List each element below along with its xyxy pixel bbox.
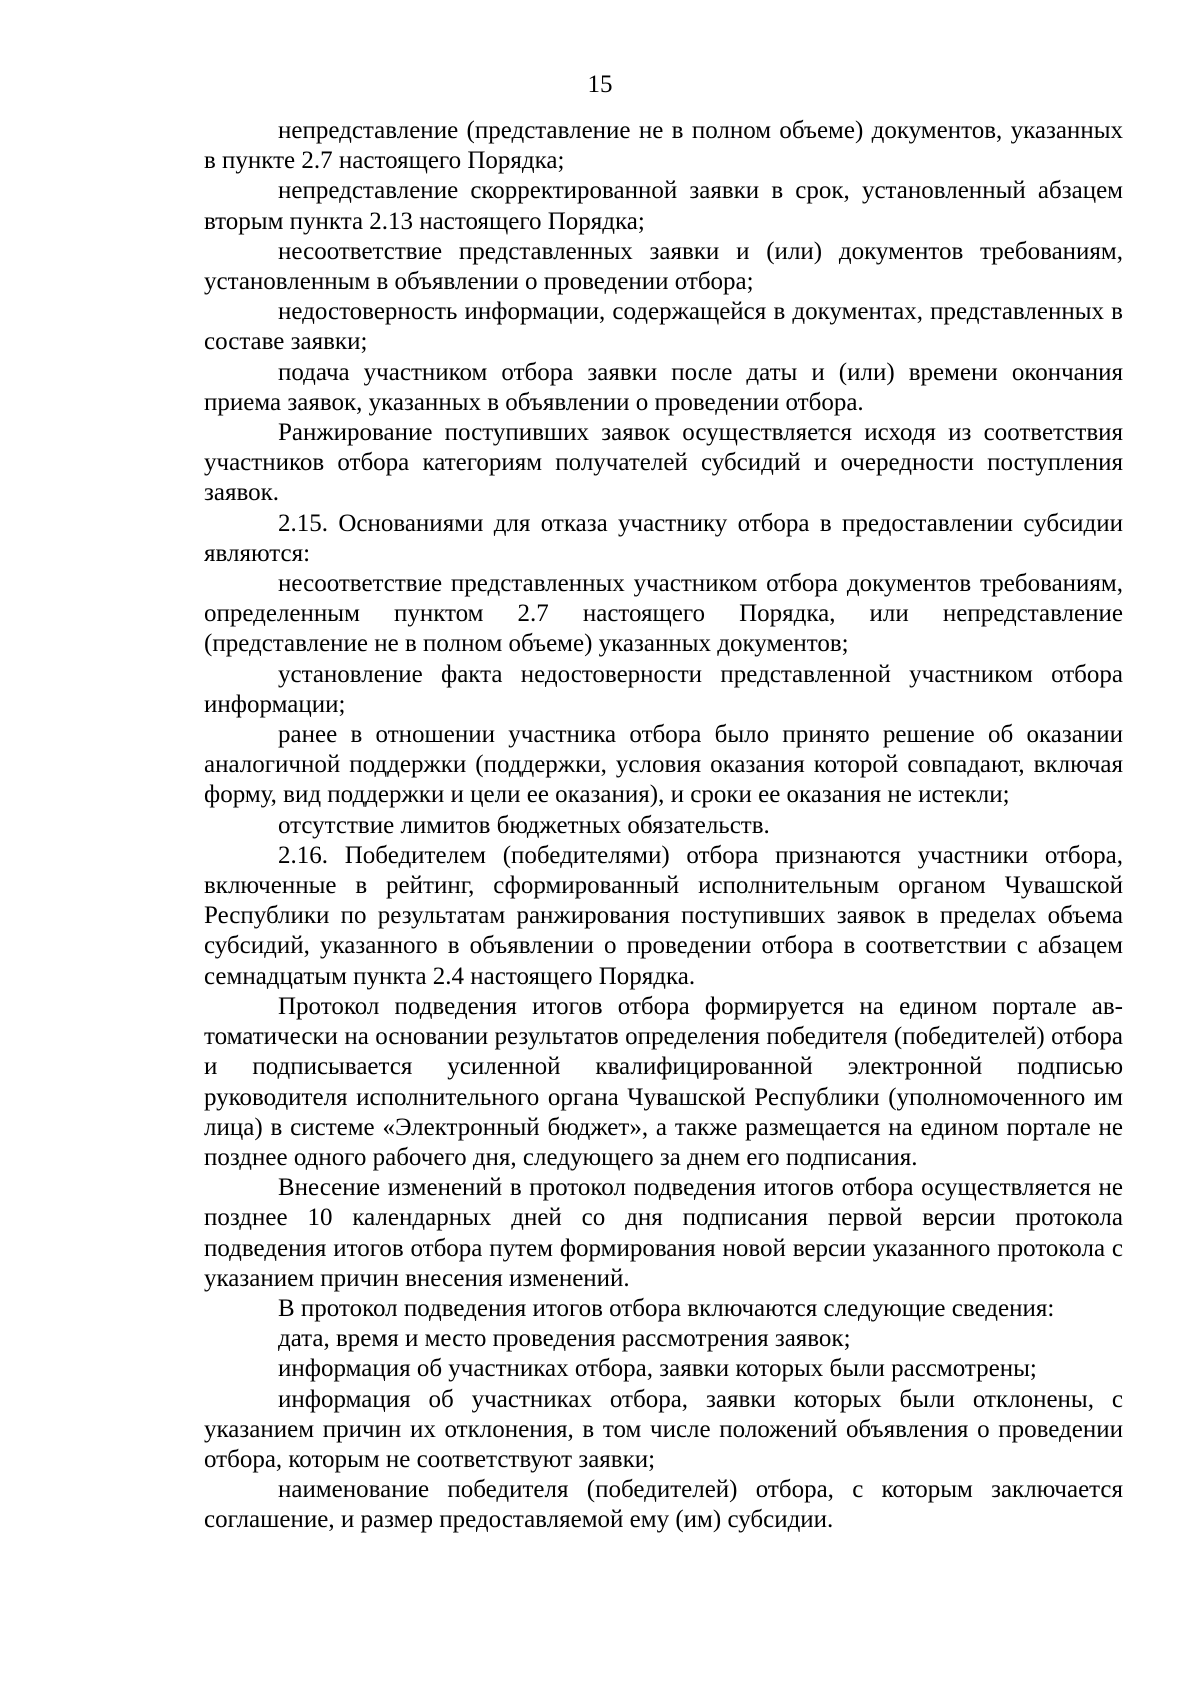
paragraph: недостоверность информации, содержащейся в документах, представленных в составе заявки; [204, 298, 1123, 356]
paragraph: 2.16. Победителем (победителями) отбора признаются участники отбора, включенные в рейтинг, сформированный исполнительным органом Чувашской Республики по результатам ранжирования поступивших заявок в пределах объема субсидий, указанного в объявлении о проведении отбора в соответствии с абзацем семнадцатым пункта 2.4 настоящего Порядка. [204, 841, 1123, 990]
page-number: 15 [587, 71, 613, 98]
paragraph: непредставление (представление не в полном объеме) документов, указанных в пункте 2.7 настоящего Порядка; [204, 117, 1123, 175]
paragraph: 2.15. Основаниями для отказа участнику отбора в предоставлении субсидии являются: [204, 509, 1123, 567]
paragraph: подача участником отбора заявки после даты и (или) времени окончания приема заявок, указанных в объявлении о проведении отбора. [204, 358, 1123, 416]
paragraph: несоответствие представленных участником отбора документов требованиям, определенным пунктом 2.7 настоящего Порядка, или непредставление (представление не в полном объеме) указанных документов; [204, 570, 1123, 658]
paragraph: установление факта недостоверности представленной участником отбора информации; [204, 660, 1123, 718]
paragraph: несоответствие представленных заявки и (или) документов требованиям, установленным в объявлении о проведении отбора; [204, 237, 1123, 296]
paragraph: дата, время и место проведения рассмотрения заявок; [278, 1325, 851, 1353]
paragraph: ранее в отношении участника отбора было принято решение об оказании аналогичной поддержки (поддержки, условия оказания которой совпадают, включая форму, вид поддержки и цели ее оказания), и сроки ее оказания не истекли; [204, 721, 1123, 809]
paragraph: отсутствие лимитов бюджетных обязательств. [278, 811, 770, 839]
body-text [204, 116, 1123, 1536]
paragraph: Ранжирование поступивших заявок осуществляется исходя из соответствия участников отбора категориям получателей субсидий и очередности поступления заявок. [204, 419, 1123, 507]
paragraph: наименование победителя (победителей) отбора, с которым заключается соглашение, и размер предоставляемой ему (им) субсидии. [204, 1476, 1123, 1534]
paragraph: Протокол подведения итогов отбора формируется на едином портале автоматически на основании результатов определения победителя (победителей) отбора и подписывается усиленной квалифицированной электронной подписью руководителя исполнительного органа Чувашской Республики (уполномоченного им лица) в системе «Электронный бюджет», а также размещается на едином портале не позднее одного рабочего дня, следующего за днем его подписания. [204, 992, 1123, 1171]
paragraph: информация об участниках отбора, заявки которых были отклонены, с указанием причин их отклонения, в том числе положений объявления о проведении отбора, которым не соответствуют заявки; [204, 1385, 1123, 1473]
paragraph: В протокол подведения итогов отбора включаются следующие сведения: [278, 1294, 1055, 1322]
paragraph: Внесение изменений в протокол подведения итогов отбора осуществляется не позднее 10 календарных дней со дня подписания первой версии протокола подведения итогов отбора путем формирования новой версии указанного протокола с указанием причин внесения изменений. [204, 1174, 1123, 1292]
paragraph: информация об участниках отбора, заявки которых были рассмотрены; [278, 1355, 1037, 1383]
paragraph: непредставление скорректированной заявки в срок, установленный абзацем вторым пункта 2.13 настоящего Порядка; [204, 177, 1123, 235]
